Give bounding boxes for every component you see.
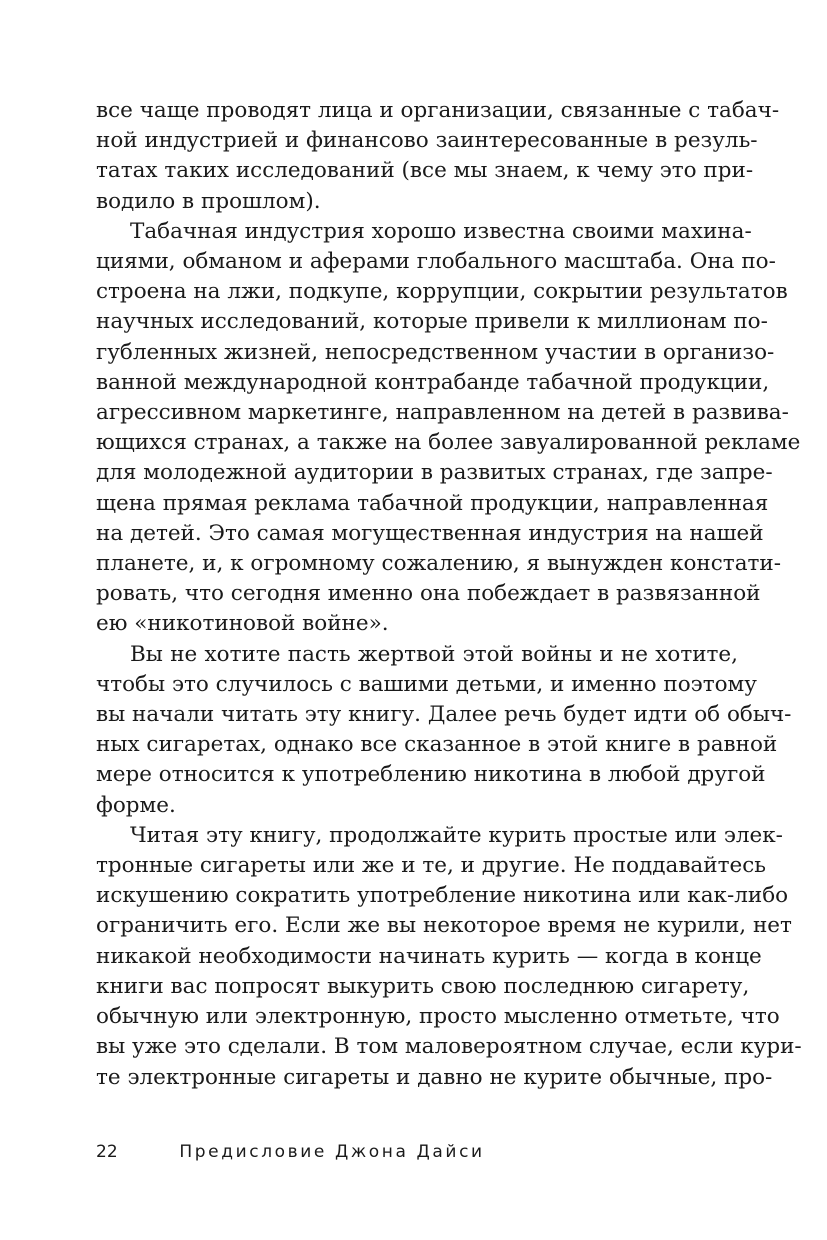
text-line: мере относится к употреблению никотина в любой другой [96, 762, 766, 788]
text-line: строена на лжи, подкупе, коррупции, сокрытии результатов [96, 279, 788, 305]
text-line: агрессивном маркетинге, направленном на детей в развива- [96, 400, 789, 426]
text-line: ных сигаретах, однако все сказанное в этой книге в равной [96, 732, 778, 758]
text-line: искушению сократить употребление никотина или как-либо [96, 883, 789, 909]
text-line: те электронные сигареты и давно не курите обычные, про- [96, 1064, 773, 1090]
paragraph-2 [96, 217, 801, 640]
text-line: ограничить его. Если же вы некоторое время не курили, нет [96, 913, 792, 939]
text-line: обычную или электронную, просто мысленно отметьте, что [96, 1004, 780, 1030]
text-line: циями, обманом и аферами глобального масштаба. Она по- [96, 249, 776, 275]
text-line: щена прямая реклама табачной продукции, направленная [96, 490, 769, 516]
page-body [96, 96, 802, 1093]
text-line: ванной международной контрабанде табачной продукции, [96, 369, 770, 395]
text-line: Табачная индустрия хорошо известна своими махина- [130, 218, 752, 244]
page-footer [96, 1142, 485, 1162]
text-line: чтобы это случилось с вашими детьми, и именно поэтому [96, 671, 757, 697]
text-line: все чаще проводят лица и организации, связанные с табач- [96, 98, 780, 123]
paragraph-1 [96, 96, 780, 217]
text-line: для молодежной аудитории в развитых странах, где запре- [96, 460, 773, 486]
paragraph-4 [96, 821, 802, 1093]
text-line: научных исследований, которые привели к миллионам по- [96, 309, 768, 335]
text-line: Вы не хотите пасть жертвой этой войны и не хотите, [130, 641, 738, 667]
paragraph-3 [96, 640, 792, 821]
text-line: Читая эту книгу, продолжайте курить простые или элек- [130, 822, 783, 848]
text-line: ровать, что сегодня именно она побеждает в развязанной [96, 581, 761, 607]
text-line: форме. [96, 792, 176, 818]
text-line: книги вас попросят выкурить свою последнюю сигарету, [96, 973, 750, 999]
text-line: вы начали читать эту книгу. Далее речь будет идти об обыч- [96, 702, 792, 728]
text-line: водило в прошлом). [96, 188, 321, 214]
text-line: вы уже это сделали. В том маловероятном случае, если кури- [96, 1034, 802, 1060]
text-line: ею «никотиновой войне». [96, 611, 389, 637]
text-line: губленных жизней, непосредственном участии в организо- [96, 339, 775, 365]
text-line: тронные сигареты или же и те, и другие. Не поддавайтесь [96, 853, 766, 879]
text-line: планете, и, к огромному сожалению, я вынужден констати- [96, 551, 781, 577]
text-line: на детей. Это самая могущественная индустрия на нашей [96, 520, 764, 546]
text-line: никакой необходимости начинать курить — когда в конце [96, 943, 762, 969]
text-line: татах таких исследований (все мы знаем, к чему это при- [96, 158, 754, 184]
text-line: ной индустрией и финансово заинтересованные в резуль- [96, 128, 758, 154]
text-line: ющихся странах, а также на более завуалированной рекламе [96, 430, 801, 456]
running-title: Предисловие Джона Дайси [179, 1142, 485, 1162]
page-number: 22 [96, 1142, 118, 1162]
